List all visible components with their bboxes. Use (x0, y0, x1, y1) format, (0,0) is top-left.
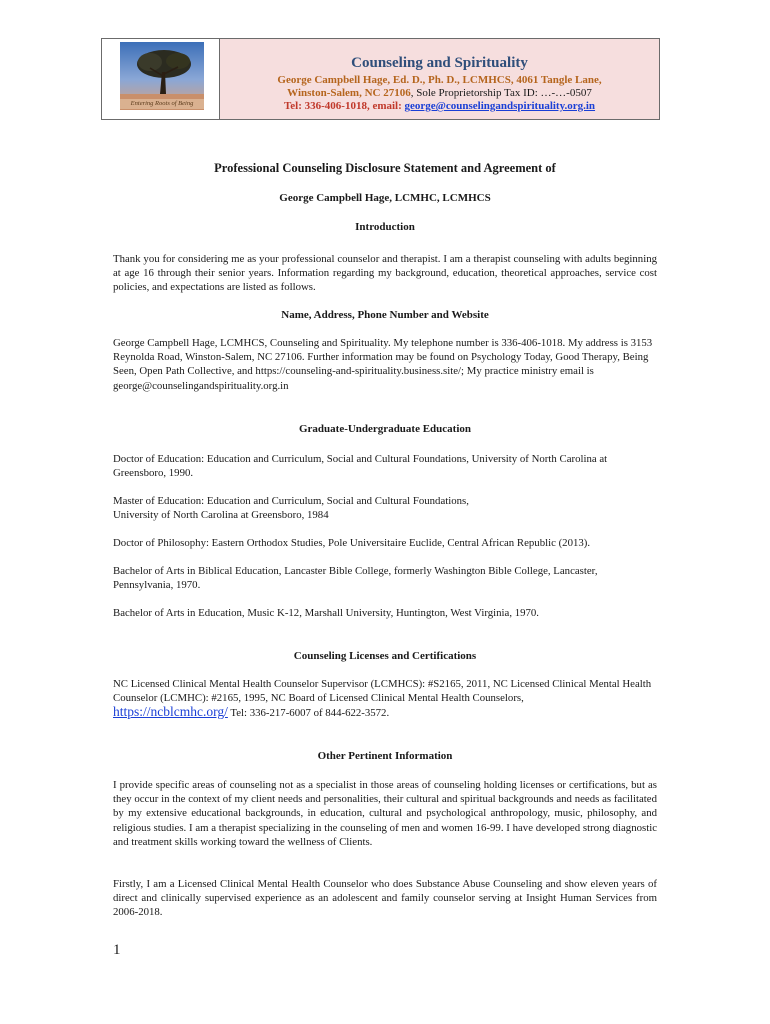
licenses-heading: Counseling Licenses and Certifications (293, 650, 477, 662)
other-info-paragraph-2: Firstly, I am a Licensed Clinical Mental Health Counselor who does Substance Abuse Counseling and show eleven years of direct and clinically supervised experience as an adolescent and family counselor serving at Insight Human Services from 2006-2018. (113, 878, 657, 919)
other-info-heading: Other Pertinent Information (317, 750, 453, 762)
education-item: Doctor of Education: Education and Curriculum, Social and Cultural Foundations, University of North Carolina at Greensboro, 1990. (113, 453, 608, 480)
address-line (220, 86, 659, 100)
intro-paragraph: Thank you for considering me as your professional counselor and therapist. I am a therapist counseling with adults beginning at age 16 through their senior years. Information regarding my background, education, theoretical approaches, service cost policies, and expectations are listed as follows. (113, 253, 657, 294)
logo-caption: Entering Roots of Being (120, 99, 204, 109)
phone-text: Tel: 336-406-1018, email: (283, 100, 405, 112)
city-text: Winston-Salem, NC 27106 (287, 87, 411, 99)
intro-heading: Introduction (355, 221, 415, 233)
credentials-line: George Campbell Hage, Ed. D., Ph. D., LCMHCS, 4061 Tangle Lane, (277, 74, 602, 86)
licenses-text: NC Licensed Clinical Mental Health Counselor Supervisor (LCMHCS): #S2165, 2011, NC Licensed Clinical Mental Health Counselor (LCMHC): #2165, 1995, NC Board of Licensed Clinical Mental Health Counselors, (113, 678, 652, 705)
education-item: Bachelor of Arts in Education, Music K-12, Marshall University, Huntington, West Virginia, 1970. (113, 607, 540, 619)
contact-line (220, 99, 659, 113)
org-title: Counseling and Spirituality (351, 55, 528, 71)
education-item: Bachelor of Arts in Biblical Education, Lancaster Bible College, formerly Washington Bible College, Lancaster, Pennsylvania, 1970. (113, 565, 598, 592)
page-number: 1 (113, 942, 121, 958)
board-phone-text: Tel: 336-217-6007 of 844-622-3572. (227, 707, 390, 720)
education-item (113, 494, 657, 522)
other-info-paragraph: I provide specific areas of counseling not as a specialist in those areas of counseling holding licenses or certifications, but as they occur in the context of my client needs and personalities, their cultural and spiritual backgrounds and needs as facilitated by my extensive educational backgrounds, in education, cultural and psychological anthropology, music, philosophy, and religious studies. I am a therapist specializing in the counseling of men and women 16-99. I have developed strong diagnostic and treatment skills working toward the wellness of Clients. (113, 779, 657, 848)
education-item-line: Master of Education: Education and Curriculum, Social and Cultural Foundations, (113, 495, 469, 507)
email-link[interactable]: george@counselingandspirituality.org.in (404, 100, 596, 112)
board-website-link[interactable]: https://ncblcmhc.org/ (113, 704, 228, 720)
tax-id-text: , Sole Proprietorship Tax ID: …-…-0507 (410, 87, 592, 99)
education-heading: Graduate-Undergraduate Education (298, 423, 472, 435)
education-item: Doctor of Philosophy: Eastern Orthodox Studies, Pole Universitaire Euclide, Central African Republic (2013). (113, 537, 591, 549)
document-title: Professional Counseling Disclosure Statement and Agreement of (214, 161, 556, 175)
logo-cell (102, 39, 220, 119)
contact-heading: Name, Address, Phone Number and Website (281, 309, 489, 321)
letterhead-title-cell (220, 39, 659, 119)
letterhead (101, 38, 660, 120)
contact-paragraph: George Campbell Hage, LCMHCS, Counseling and Spirituality. My telephone number is 336-406-1018. My address is 3153 Reynolda Road, Winston-Salem, NC 27106. Further information may be found on Psychology Today, Good Therapy, Being Seen, Open Path Collective, and https://counseling-and-spirituality.business.site/; My practice ministry email is george@counselingandspirituality.org.in (113, 337, 653, 392)
document-subtitle: George Campbell Hage, LCMHC, LCMHCS (279, 192, 491, 204)
licenses-paragraph (113, 677, 657, 721)
education-item-line: University of North Carolina at Greensboro, 1984 (113, 509, 329, 522)
